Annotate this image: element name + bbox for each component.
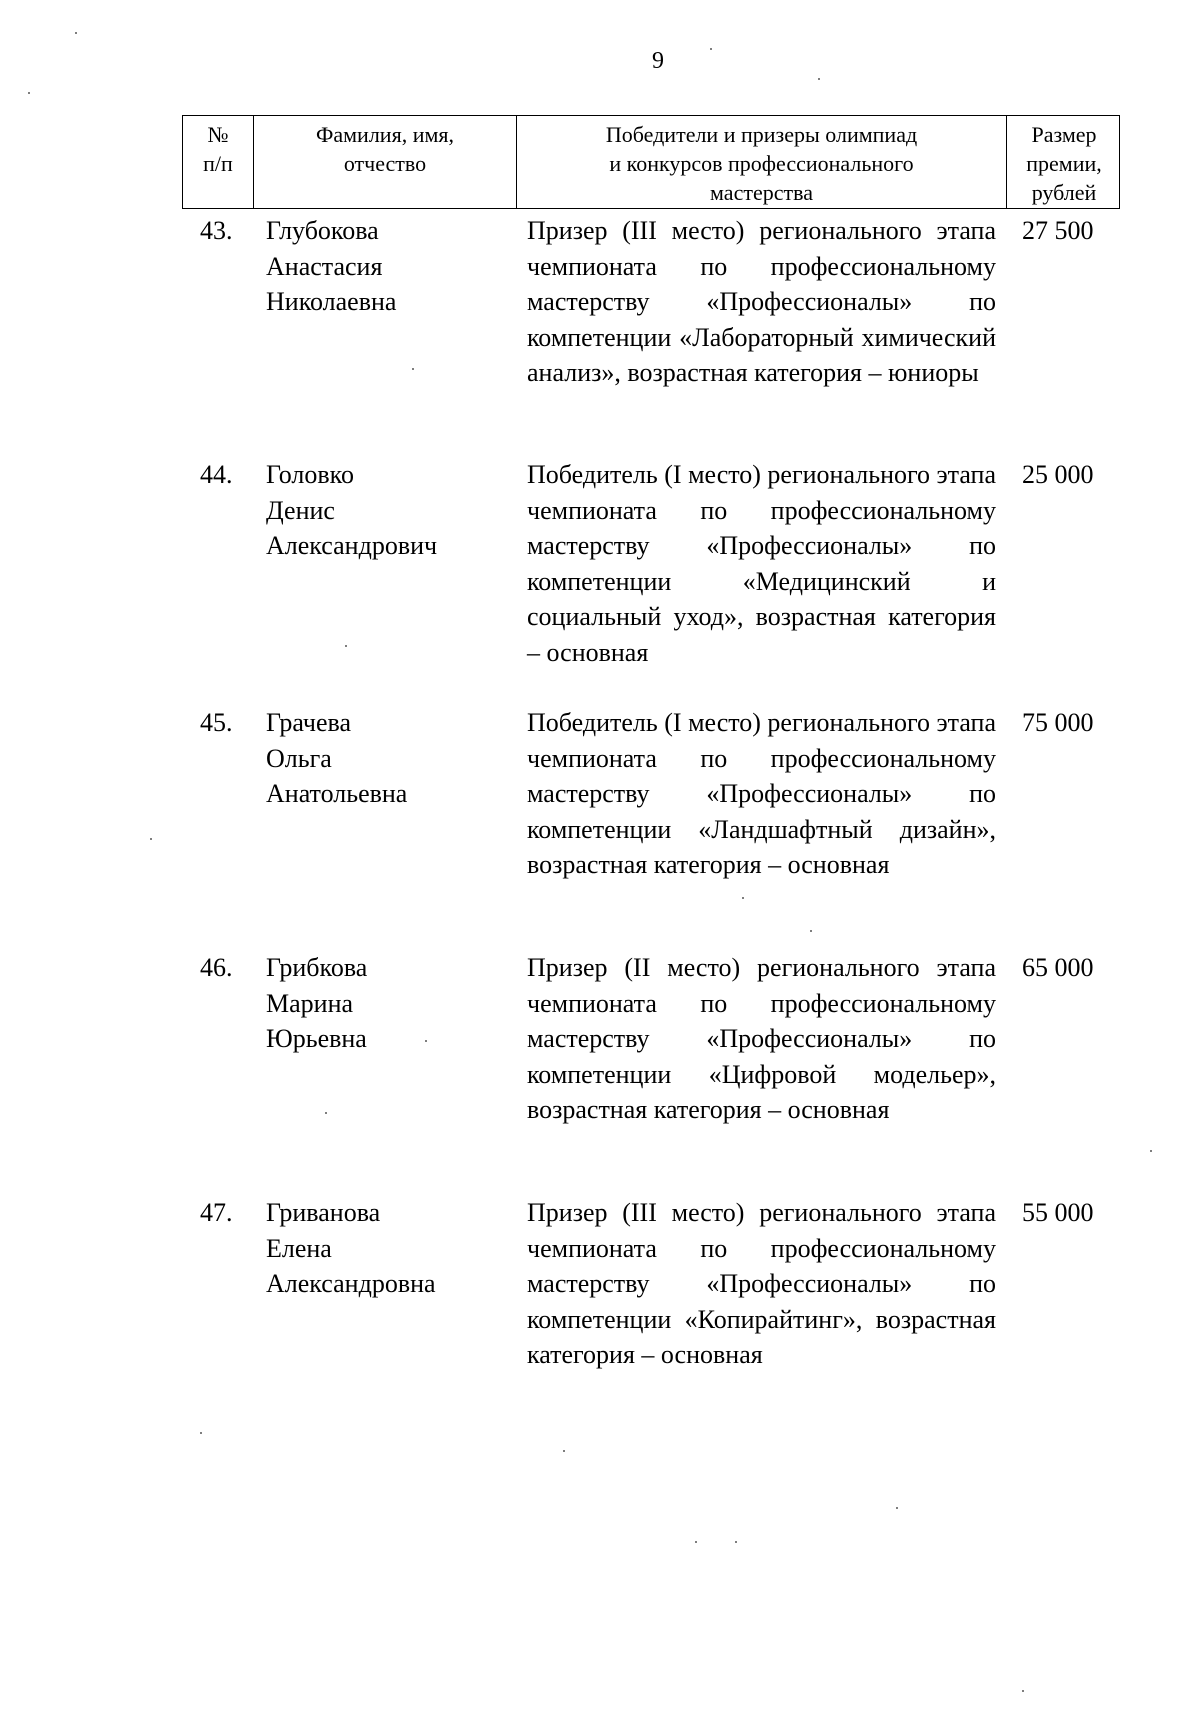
- scan-speck: [818, 78, 820, 80]
- header-description-line: и конкурсов профессионального: [609, 151, 914, 176]
- scan-speck: [1150, 1150, 1152, 1152]
- row-number: 46.: [200, 953, 233, 982]
- scan-speck: [75, 32, 77, 34]
- surname: Грачева: [266, 708, 351, 737]
- prize-amount: 55 000: [1022, 1198, 1094, 1227]
- scan-speck: [412, 368, 414, 370]
- header-description-line: Победители и призеры олимпиад: [605, 122, 918, 147]
- surname: Глубокова: [266, 216, 379, 245]
- header-num: [183, 116, 253, 208]
- scan-speck: [425, 1040, 427, 1042]
- surname: Головко: [266, 460, 354, 489]
- header-amount-line: премии,: [1026, 151, 1102, 176]
- first-name: Ольга: [266, 743, 332, 773]
- header-name-line: отчество: [343, 151, 427, 176]
- header-amount: [1006, 116, 1121, 208]
- winner-name: [266, 950, 496, 1057]
- scan-speck: [150, 838, 152, 840]
- header-num-line: №: [207, 122, 229, 147]
- first-name: Денис: [266, 495, 335, 525]
- row-number: 44.: [200, 460, 233, 489]
- header-name: [253, 116, 516, 208]
- scan-speck: [28, 92, 30, 94]
- scan-speck: [695, 1541, 697, 1543]
- scan-speck: [345, 645, 347, 647]
- row-number: 43.: [200, 216, 233, 245]
- achievement-description: Призер (II место) регионального этапа чемпионата по профессиональному мастерству «Профессионалы» по компетенции «Цифровой модельер», возрастная категория – основная: [527, 953, 996, 1124]
- header-name-line: Фамилия, имя,: [315, 122, 455, 147]
- winner-name: [266, 1195, 496, 1302]
- scan-speck: [710, 48, 712, 50]
- scan-speck: [735, 1541, 737, 1543]
- prize-amount: 75 000: [1022, 708, 1094, 737]
- header-description-line: мастерства: [710, 180, 813, 205]
- patronymic: Анатольевна: [266, 779, 408, 808]
- surname: Грибкова: [266, 953, 368, 982]
- header-amount-line: Размер: [1031, 122, 1097, 147]
- header-num-line: п/п: [203, 151, 233, 176]
- patronymic: Александровна: [266, 1269, 436, 1298]
- achievement-description: Победитель (I место) регионального этапа чемпионата по профессиональному мастерству «Профессионалы» по компетенции «Медицинский и социальный уход», возрастная категория – основная: [527, 460, 996, 667]
- table-header: [182, 115, 1120, 209]
- winner-name: [266, 705, 496, 812]
- patronymic: Николаевна: [266, 287, 397, 316]
- achievement-description: Победитель (I место) регионального этапа чемпионата по профессиональному мастерству «Профессионалы» по компетенции «Ландшафтный дизайн», возрастная категория – основная: [527, 708, 996, 879]
- first-name: Марина: [266, 988, 354, 1018]
- row-number: 47.: [200, 1198, 233, 1227]
- first-name: Анастасия: [266, 251, 383, 281]
- patronymic: Александрович: [266, 531, 438, 560]
- scan-speck: [810, 930, 812, 932]
- header-amount-line: рублей: [1031, 180, 1097, 205]
- first-name: Елена: [266, 1233, 332, 1263]
- scan-speck: [1022, 1690, 1024, 1692]
- prize-amount: 27 500: [1022, 216, 1094, 245]
- prize-amount: 25 000: [1022, 460, 1094, 489]
- patronymic: Юрьевна: [266, 1024, 367, 1053]
- header-description: [516, 116, 1006, 208]
- achievement-description: Призер (III место) регионального этапа чемпионата по профессиональному мастерству «Профессионалы» по компетенции «Копирайтинг», возрастная категория – основная: [527, 1198, 996, 1369]
- scan-speck: [563, 1450, 565, 1452]
- winner-name: [266, 457, 496, 564]
- scan-speck: [896, 1507, 898, 1509]
- scan-speck: [742, 897, 744, 899]
- achievement-description: Призер (III место) регионального этапа чемпионата по профессиональному мастерству «Профессионалы» по компетенции «Лабораторный химический анализ», возрастная категория – юниоры: [527, 216, 996, 387]
- winner-name: [266, 213, 496, 320]
- scan-speck: [325, 1112, 327, 1114]
- prize-amount: 65 000: [1022, 953, 1094, 982]
- page-number: 9: [652, 48, 664, 74]
- surname: Гриванова: [266, 1198, 381, 1227]
- scan-speck: [200, 1432, 202, 1434]
- row-number: 45.: [200, 708, 233, 737]
